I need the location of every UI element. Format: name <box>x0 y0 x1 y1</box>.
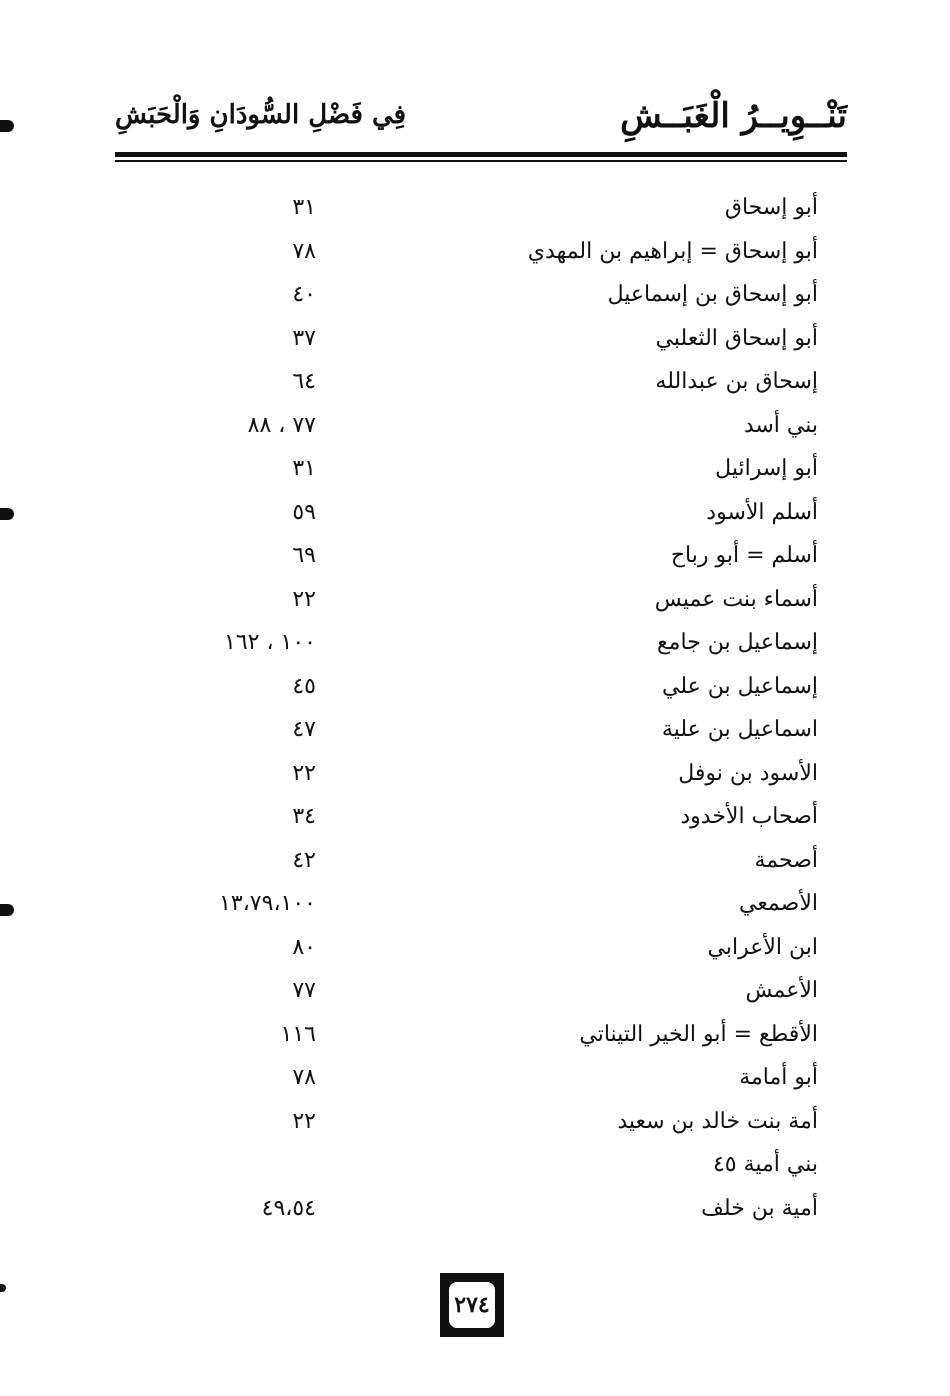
entry-name: أبو إسحاق <box>724 195 818 220</box>
scan-edge-mark <box>0 508 14 520</box>
header-rule-thick <box>115 152 847 157</box>
entry-pages: ١٣،٧٩،١٠٠ <box>219 891 316 916</box>
entry-pages: ٤٢ <box>292 847 316 873</box>
entry-pages: ٣٧ <box>292 325 316 351</box>
entry-name: إسحاق بن عبدالله <box>655 369 818 394</box>
entry-pages: ٦٤ <box>292 369 316 394</box>
entry-name: أسلم = أبو رباح <box>670 543 818 568</box>
index-entry <box>0 1100 950 1144</box>
entry-pages: ٤٠ <box>292 282 316 307</box>
book-subtitle: فِي فَضْلِ السُّودَانِ وَالْحَبَشِ <box>115 100 407 130</box>
entry-pages: ١٠٠ ، ١٦٢ <box>224 630 316 655</box>
entry-name: أسلم الأسود <box>706 499 818 525</box>
entry-pages: ٦٩ <box>292 543 316 568</box>
page-number-frame <box>440 1273 504 1337</box>
entry-name: ابن الأعرابي <box>707 934 818 960</box>
index-entry <box>0 1056 950 1100</box>
entry-pages: ٧٧ <box>292 978 316 1003</box>
index-entry <box>0 839 950 883</box>
page-number-inner <box>447 1280 497 1330</box>
index-entry <box>0 708 950 752</box>
entry-pages: ٧٨ <box>292 1065 316 1090</box>
entry-name: الأقطع = أبو الخير التيناتي <box>579 1021 818 1047</box>
entry-pages: ٣١ <box>292 195 316 220</box>
index-entry <box>0 969 950 1013</box>
index-entry <box>0 491 950 535</box>
index-entry <box>0 926 950 970</box>
index-entry <box>0 1143 950 1187</box>
entry-name: أصحمة <box>754 847 818 873</box>
entry-pages: ٢٢ <box>292 586 316 612</box>
index-entry <box>0 882 950 926</box>
book-title: تَنْــوِيــرُ الْغَبَــشِ <box>620 96 847 136</box>
index-entry <box>0 665 950 709</box>
entry-name: بني أمية ٤٥ <box>712 1152 818 1177</box>
entry-name: إسماعيل بن علي <box>662 673 818 699</box>
index-entry <box>0 1013 950 1057</box>
index-entry <box>0 360 950 404</box>
scan-edge-mark <box>0 120 14 132</box>
entry-pages: ٢٢ <box>292 1108 316 1134</box>
index-list <box>0 186 950 1230</box>
entry-name: الأعمش <box>745 978 818 1003</box>
entry-name: أصحاب الأخدود <box>680 804 818 829</box>
index-entry <box>0 273 950 317</box>
index-entry <box>0 752 950 796</box>
index-entry <box>0 1187 950 1231</box>
entry-pages: ٧٧ ، ٨٨ <box>247 412 316 438</box>
entry-pages: ٣٤ <box>292 804 316 829</box>
index-entry <box>0 230 950 274</box>
entry-name: اسماعيل بن علية <box>661 717 818 742</box>
header-rule-thin <box>115 160 847 162</box>
entry-pages: ٨٠ <box>292 934 316 960</box>
entry-name: أمة بنت خالد بن سعيد <box>617 1108 818 1134</box>
entry-name: الأصمعي <box>738 891 818 916</box>
index-entry <box>0 447 950 491</box>
index-entry <box>0 317 950 361</box>
entry-pages: ١١٦ <box>280 1021 316 1047</box>
entry-pages: ٥٩ <box>292 499 316 525</box>
entry-name: أبو إسرائيل <box>715 456 818 481</box>
running-header <box>115 96 847 156</box>
index-entry <box>0 404 950 448</box>
entry-name: أبو أمامة <box>739 1065 818 1090</box>
scan-edge-mark <box>0 1284 6 1292</box>
entry-pages: ٤٥ <box>292 673 316 699</box>
entry-name: أمية بن خلف <box>701 1195 818 1221</box>
scan-edge-mark <box>0 904 14 916</box>
index-entry <box>0 795 950 839</box>
entry-pages: ٢٢ <box>292 760 316 786</box>
entry-name: بني أسد <box>743 412 818 438</box>
entry-name: أسماء بنت عميس <box>654 586 818 612</box>
entry-name: الأسود بن نوفل <box>678 760 818 786</box>
index-entry <box>0 186 950 230</box>
entry-pages: ٤٩،٥٤ <box>261 1195 316 1221</box>
index-entry <box>0 621 950 665</box>
entry-pages: ٧٨ <box>292 238 316 264</box>
entry-pages: ٣١ <box>292 456 316 481</box>
entry-name: أبو إسحاق الثعلبي <box>655 325 818 351</box>
index-entry <box>0 534 950 578</box>
entry-name: إسماعيل بن جامع <box>656 630 818 655</box>
entry-name: أبو إسحاق = إبراهيم بن المهدي <box>527 238 818 264</box>
entry-name: أبو إسحاق بن إسماعيل <box>607 282 818 307</box>
entry-pages: ٤٧ <box>292 717 316 742</box>
page-number: ٢٧٤ <box>454 1292 490 1318</box>
index-entry <box>0 578 950 622</box>
